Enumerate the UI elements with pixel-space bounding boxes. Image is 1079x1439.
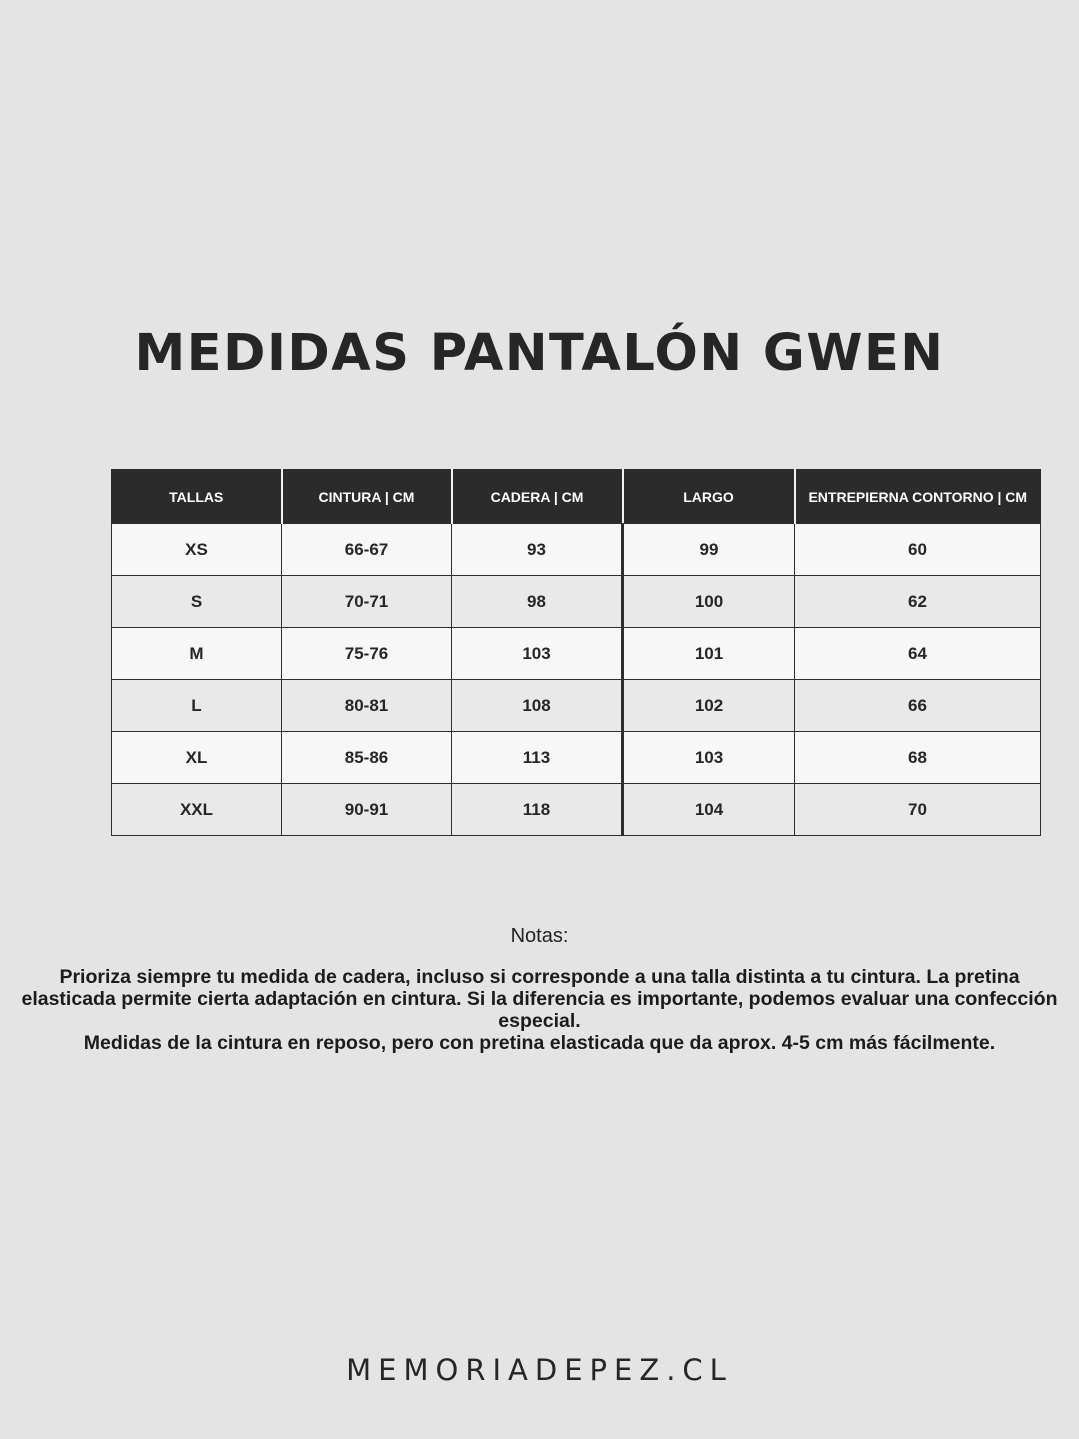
footer-website: MEMORIADEPEZ.CL <box>346 1353 733 1387</box>
header-entrepierna: ENTREPIERNA CONTORNO | CM <box>795 470 1041 524</box>
inseam-cell: 66 <box>795 680 1041 732</box>
table-row <box>112 524 1041 576</box>
header-cadera: CADERA | CM <box>452 470 623 524</box>
hip-cell: 113 <box>452 732 623 784</box>
notes-label: Notas: <box>510 925 569 947</box>
hip-cell: 98 <box>452 576 623 628</box>
length-cell: 102 <box>623 680 795 732</box>
length-cell: 104 <box>623 784 795 836</box>
notes-paragraph-hip: Prioriza siempre tu medida de cadera, incluso si corresponde a una talla distinta a tu cintura. La pretina elasticada permite cierta adaptación en cintura. Si la diferencia es importante, podemos evaluar una confección especial. <box>21 966 1058 1032</box>
inseam-cell: 70 <box>795 784 1041 836</box>
size-chart-table <box>111 469 1041 836</box>
header-tallas: TALLAS <box>112 470 282 524</box>
waist-cell: 90-91 <box>282 784 452 836</box>
waist-cell: 80-81 <box>282 680 452 732</box>
size-cell: XL <box>112 732 282 784</box>
table-row <box>112 680 1041 732</box>
header-cintura: CINTURA | CM <box>282 470 452 524</box>
notes-body <box>20 966 1059 1054</box>
waist-cell: 66-67 <box>282 524 452 576</box>
length-cell: 101 <box>623 628 795 680</box>
size-cell: XS <box>112 524 282 576</box>
inseam-cell: 60 <box>795 524 1041 576</box>
length-cell: 99 <box>623 524 795 576</box>
length-cell: 100 <box>623 576 795 628</box>
table-row <box>112 628 1041 680</box>
length-cell: 103 <box>623 732 795 784</box>
hip-cell: 103 <box>452 628 623 680</box>
hip-cell: 118 <box>452 784 623 836</box>
waist-cell: 75-76 <box>282 628 452 680</box>
waist-cell: 85-86 <box>282 732 452 784</box>
table-row <box>112 732 1041 784</box>
notes-paragraph-waist: Medidas de la cintura en reposo, pero con pretina elasticada que da aprox. 4-5 cm más fácilmente. <box>83 1032 996 1054</box>
size-cell: L <box>112 680 282 732</box>
size-cell: XXL <box>112 784 282 836</box>
size-cell: S <box>112 576 282 628</box>
hip-cell: 108 <box>452 680 623 732</box>
table-header-row <box>112 470 1041 524</box>
inseam-cell: 64 <box>795 628 1041 680</box>
table-row <box>112 576 1041 628</box>
inseam-cell: 62 <box>795 576 1041 628</box>
size-cell: M <box>112 628 282 680</box>
hip-cell: 93 <box>452 524 623 576</box>
header-largo: LARGO <box>623 470 795 524</box>
table-row <box>112 784 1041 836</box>
page-title: MEDIDAS PANTALÓN GWEN <box>134 324 945 383</box>
inseam-cell: 68 <box>795 732 1041 784</box>
waist-cell: 70-71 <box>282 576 452 628</box>
